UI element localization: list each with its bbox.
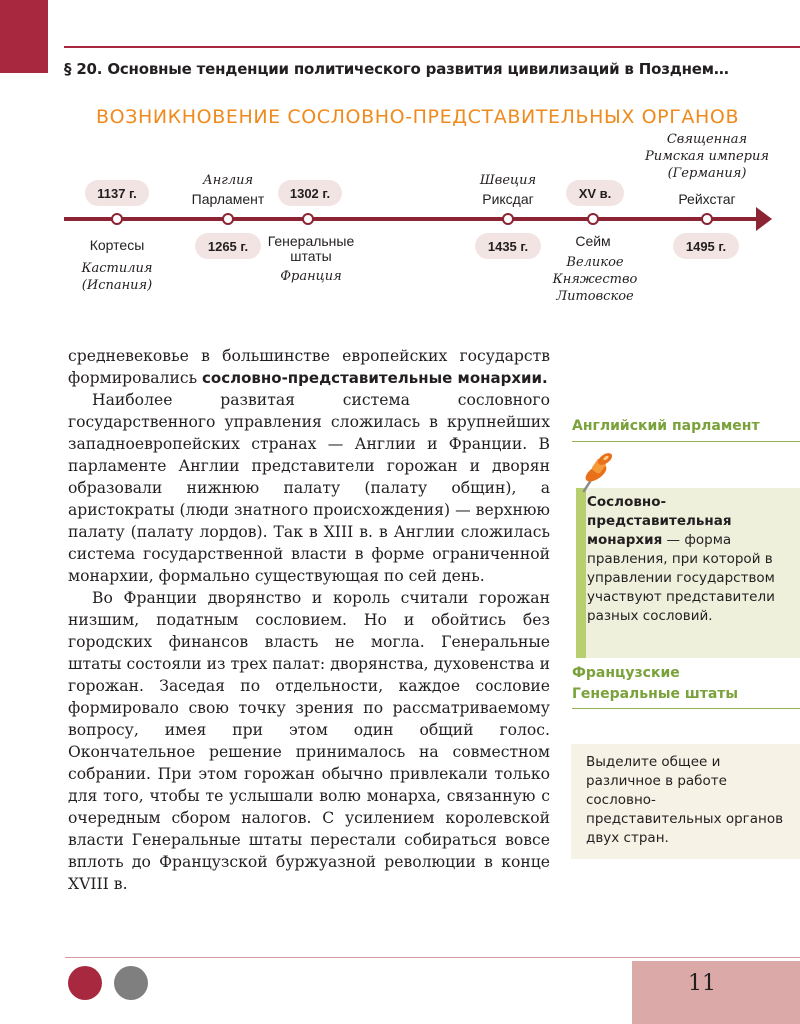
timeline-point-1265: [223, 214, 233, 224]
definition-term: Сословно-представительная монархия: [587, 494, 732, 548]
sidebar-rule-2: [572, 708, 800, 709]
event-body-reichstag: Рейхстаг: [678, 191, 736, 207]
event-country-estates: Франция: [280, 269, 342, 284]
timeline-point-1137: [112, 214, 122, 224]
decor-dot-gray: [114, 966, 148, 1000]
event-country-sejm: Великое Княжество Литовское: [552, 255, 638, 304]
year-pill-xv: XV в.: [566, 180, 624, 206]
sidebar-heading-french: Французские Генеральные штаты: [572, 665, 739, 702]
year-pill-1495: 1495 г.: [673, 233, 739, 259]
paragraph-1: средневековье в большинстве европейских государств формировались сословно-представительные монархии.: [68, 347, 550, 387]
timeline-arrow-icon: [756, 207, 772, 231]
year-pill-1435: 1435 г.: [475, 233, 541, 259]
sidebar-heading-english: Английский парламент: [572, 418, 760, 434]
event-body-cortes: Кортесы: [89, 237, 145, 253]
event-country-riksdag: Швеция: [479, 173, 537, 188]
timeline-point-1302: [303, 214, 313, 224]
paragraph-3: Во Франции дворянство и король считали горожан низшим, податным сословием. Но и обойтись без городских финансов власть не могла. Генеральные штаты состояли из трех палат: дворянства, духовенства и горожан. Заседая по отдельности, каждое сословие формировало свою точку зрения по рассматриваемому вопросу, имея при этом один общий голос. Окончательное решение принималось на совместном собрании. При этом горожан обычно привлекали только для того, чтобы те услышали волю монарха, связанную с очередным сбором налогов. С усилением королевской власти Генеральные штаты перестали собираться вовсе вплоть до Французской буржуазной революции в конце XVIII в.: [68, 589, 550, 893]
paragraph-2: Наиболее развитая система сословного государственного управления сложилась в крупнейших западноевропейских странах — Англии и Франции. В парламенте Англии представители горожан и дворян образовали нижнюю палату (палату общин), а аристократы (люди знатного происхождения) — верхнюю палату (палату лордов). Так в XIII в. в Англии сложилась система государственной власти в форме ограниченной монархии, формально существующая по сей день.: [68, 391, 550, 585]
year-pill-1302: 1302 г.: [278, 180, 342, 206]
timeline-point-1495: [702, 214, 712, 224]
event-country-cortes: Кастилия (Испания): [81, 261, 153, 293]
key-term: сословно-представительные монархии.: [202, 369, 548, 387]
page-number: 11: [688, 971, 716, 996]
sidebar-rule: [572, 441, 800, 442]
event-body-estates: Генеральные штаты: [267, 233, 355, 264]
footer-rule: [65, 957, 800, 958]
year-pill-1137: 1137 г.: [85, 180, 149, 206]
event-body-riksdag: Риксдаг: [482, 191, 534, 207]
timeline-title: ВОЗНИКНОВЕНИЕ СОСЛОВНО-ПРЕДСТАВИТЕЛЬНЫХ ОРГАНОВ: [96, 106, 740, 128]
definition-text: Сословно-представительная монархия — форма правления, при которой в управлении государством участвуют представители разных сословий.: [587, 494, 775, 624]
running-header: § 20. Основные тенденции политического развития цивилизаций в Позднем…: [64, 60, 729, 78]
pushpin-icon: [576, 449, 616, 495]
task-text: Выделите общее и различное в работе сословно-представительных органов двух стран.: [586, 754, 784, 846]
event-country-reichstag: Священная Римская империя (Германия): [645, 132, 769, 181]
timeline-point-1435: [503, 214, 513, 224]
event-body-parliament: Парламент: [191, 191, 265, 207]
event-country-parliament: Англия: [202, 173, 254, 188]
year-pill-1265: 1265 г.: [195, 233, 261, 259]
decor-dot-red: [68, 966, 102, 1000]
timeline-point-xv: [588, 214, 598, 224]
event-body-sejm: Сейм: [575, 233, 611, 249]
main-text: [68, 345, 550, 895]
